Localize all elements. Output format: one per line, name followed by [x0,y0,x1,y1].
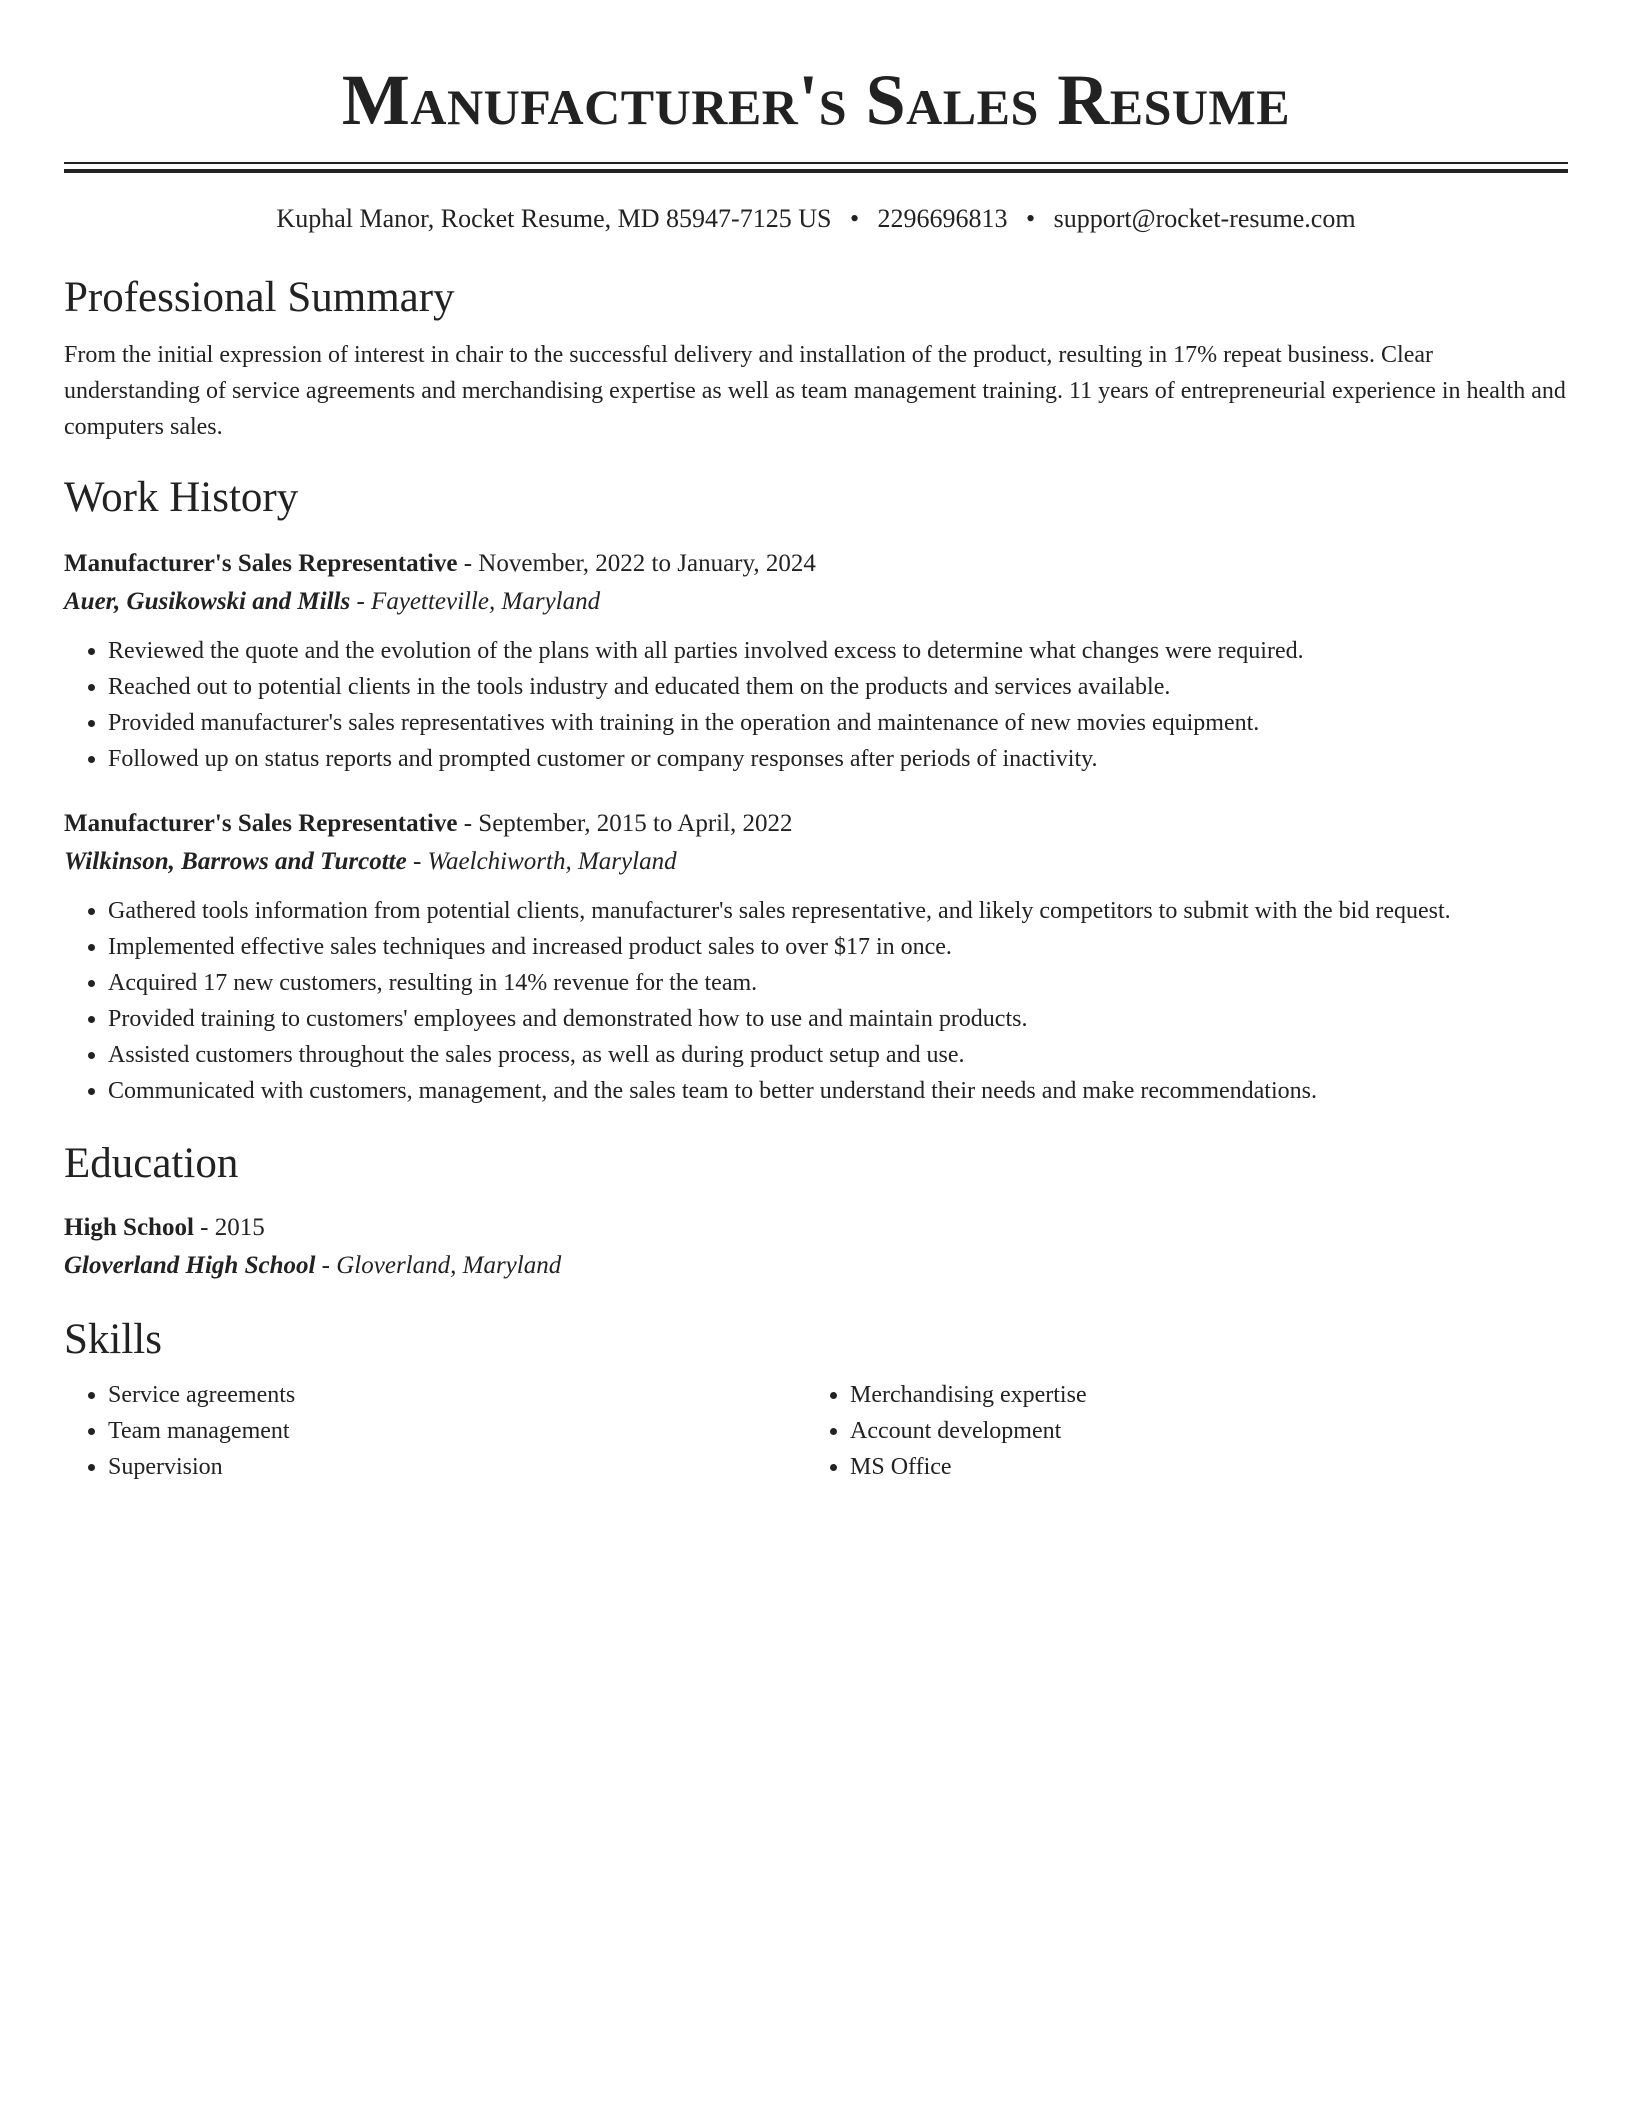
contact-separator: • [1026,204,1036,233]
contact-address: Kuphal Manor, Rocket Resume, MD 85947-7125 US [276,204,832,233]
skill-item: • MS Office [850,1449,1548,1485]
education-entry [64,1209,1568,1285]
job-dates: - November, 2022 to January, 2024 [457,550,816,577]
skill-item: • Service agreements [108,1377,806,1413]
skill-item: • Merchandising expertise [850,1377,1548,1413]
title-divider [64,162,1568,173]
job-entry [64,805,1568,1109]
job-bullet: • Followed up on status reports and prompted customer or company responses after periods of inactivity. [108,741,1568,777]
education-degree-line [64,1209,1568,1247]
job-company-line [64,843,1568,881]
contact-email: support@rocket-resume.com [1053,204,1356,233]
job-bullet: • Acquired 17 new customers, resulting in 14% revenue for the team. [108,965,1568,1001]
skills-column-left [64,1377,806,1485]
contact-phone: 2296696813 [877,204,1008,233]
job-location: - Waelchiworth, Maryland [406,848,677,875]
resume-title: Manufacturer's Sales Resume [341,60,1291,140]
summary-text: From the initial expression of interest in chair to the successful delivery and installation of the product, resulting in 17% repeat business. Clear understanding of service agreements and merchandising expertise as well as team management training. 11 years of entrepreneurial experience in health and computers sales. [64,342,1566,440]
job-dates: - September, 2015 to April, 2022 [457,810,793,837]
contact-separator: • [849,204,860,233]
skills-grid [64,1377,1568,1485]
job-bullet: • Provided training to customers' employees and demonstrated how to use and maintain products. [108,1001,1568,1037]
job-bullets [64,633,1568,777]
job-bullets [64,893,1568,1109]
job-title-line [64,805,1568,843]
job-title-line [64,545,1568,583]
education-degree: High School [64,1214,194,1241]
education-year: - 2015 [193,1214,265,1241]
job-bullet: • Communicated with customers, management, and the sales team to better understand their needs and make recommendations. [108,1073,1568,1109]
work-history-heading: Work History [64,474,299,521]
job-entry [64,545,1568,777]
job-title: Manufacturer's Sales Representative [64,810,458,837]
job-bullet: • Reviewed the quote and the evolution of the plans with all parties involved excess to determine what changes were required. [108,633,1568,669]
job-title: Manufacturer's Sales Representative [64,550,458,577]
job-bullet: • Provided manufacturer's sales representatives with training in the operation and maintenance of new movies equipment. [108,705,1568,741]
job-bullet: • Reached out to potential clients in the tools industry and educated them on the products and services available. [108,669,1568,705]
job-bullet: • Implemented effective sales techniques and increased product sales to over $17 in once. [108,929,1568,965]
job-bullet: • Gathered tools information from potential clients, manufacturer's sales representative, and likely competitors to submit with the bid request. [108,893,1568,929]
skill-item: • Account development [850,1413,1548,1449]
job-company: Wilkinson, Barrows and Turcotte [64,848,407,875]
job-location: - Fayetteville, Maryland [350,588,601,615]
education-school: Gloverland High School [64,1252,316,1279]
job-bullet: • Assisted customers throughout the sales process, as well as during product setup and use. [108,1037,1568,1073]
skills-column-right [806,1377,1548,1485]
job-company: Auer, Gusikowski and Mills [64,588,351,615]
education-location: - Gloverland, Maryland [315,1252,562,1279]
education-heading: Education [64,1140,239,1187]
skill-item: • Supervision [108,1449,806,1485]
summary-heading: Professional Summary [64,274,455,321]
education-school-line [64,1247,1568,1285]
skill-item: • Team management [108,1413,806,1449]
job-company-line [64,583,1568,621]
contact-line [64,203,1568,235]
skills-heading: Skills [64,1316,162,1363]
